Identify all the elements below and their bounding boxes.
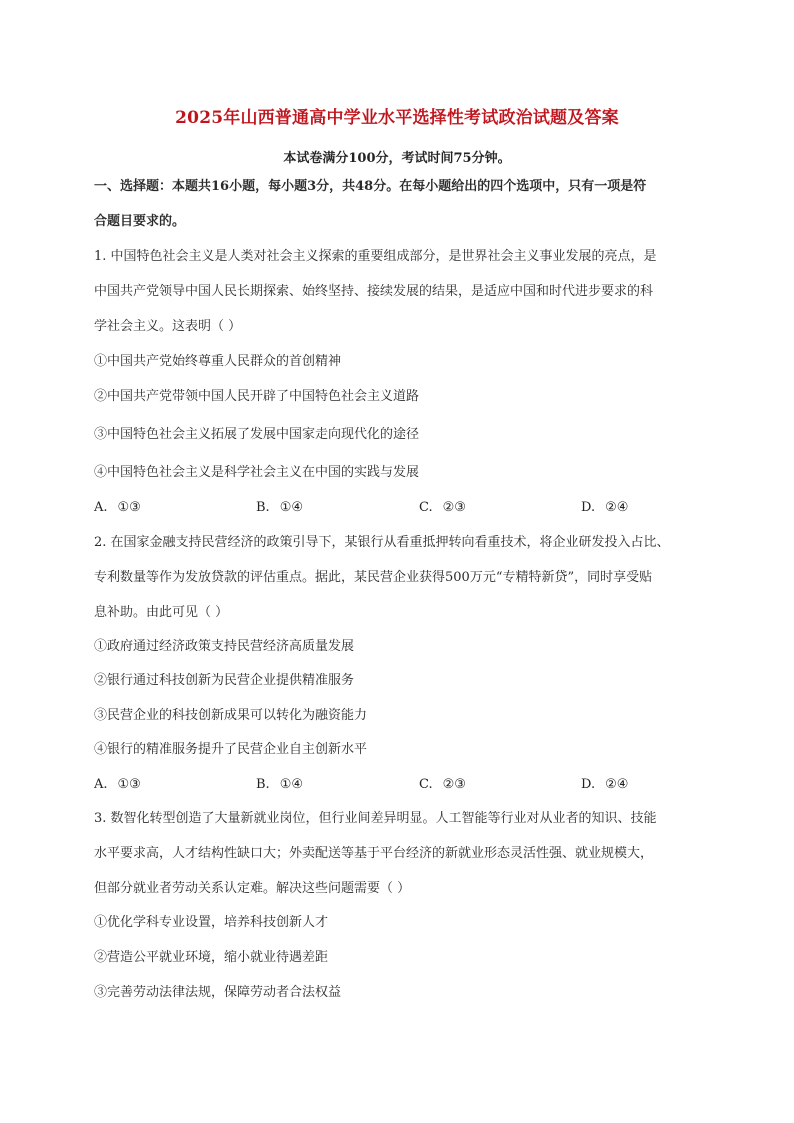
q2-stem-line: 息补助。由此可见（ ）: [94, 605, 229, 620]
section-heading-cont: 合题目要求的。: [94, 214, 186, 229]
q3-statement: ①优化学科专业设置，培养科技创新人才: [94, 915, 329, 930]
q2-options: [94, 776, 704, 794]
q2-option-b[interactable]: B. ①④: [256, 777, 303, 792]
q1-option-c[interactable]: C. ②③: [419, 500, 466, 515]
q1-options: [94, 499, 704, 517]
q2-option-c[interactable]: C. ②③: [419, 777, 466, 792]
exam-info: 本试卷满分100分，考试时间75分钟。: [283, 151, 511, 166]
q3-stem-line: 3. 数智化转型创造了大量新就业岗位，但行业间差异明显。人工智能等行业对从业者的知识、技能: [94, 811, 657, 826]
q2-statement: ②银行通过科技创新为民营企业提供精准服务: [94, 673, 355, 688]
q2-stem-line: 2. 在国家金融支持民营经济的政策引导下，某银行从看重抵押转向看重技术，将企业研发投入占比、: [94, 535, 670, 550]
q1-statement: ④中国特色社会主义是科学社会主义在中国的实践与发展: [94, 465, 420, 480]
document-title: 2025年山西普通高中学业水平选择性考试政治试题及答案: [175, 108, 619, 128]
q1-stem-line: 1. 中国特色社会主义是人类对社会主义探索的重要组成部分，是世界社会主义事业发展的亮点，是: [94, 249, 657, 264]
q1-stem-line: 学社会主义。这表明（ ）: [94, 319, 242, 334]
q3-statement: ③完善劳动法律法规，保障劳动者合法权益: [94, 985, 342, 1000]
q3-stem-line: 但部分就业者劳动关系认定难。解决这些问题需要（ ）: [94, 881, 411, 896]
q1-statement: ②中国共产党带领中国人民开辟了中国特色社会主义道路: [94, 389, 420, 404]
q1-statement: ③中国特色社会主义拓展了发展中国家走向现代化的途径: [94, 427, 420, 442]
section-heading: 一、选择题：本题共16小题，每小题3分，共48分。在每小题给出的四个选项中，只有一项是符: [94, 179, 647, 194]
q2-option-d[interactable]: D. ②④: [581, 777, 629, 792]
q1-statement: ①中国共产党始终尊重人民群众的首创精神: [94, 354, 342, 369]
q3-stem-line: 水平要求高，人才结构性缺口大；外卖配送等基于平台经济的新就业形态灵活性强、就业规模大，: [94, 846, 654, 861]
q2-option-a[interactable]: A. ①③: [94, 777, 141, 792]
q1-option-a[interactable]: A. ①③: [94, 500, 141, 515]
q2-statement: ④银行的精准服务提升了民营企业自主创新水平: [94, 742, 368, 757]
q2-statement: ①政府通过经济政策支持民营经济高质量发展: [94, 639, 355, 654]
q2-statement: ③民营企业的科技创新成果可以转化为融资能力: [94, 708, 368, 723]
q1-stem-line: 中国共产党领导中国人民长期探索、始终坚持、接续发展的结果，是适应中国和时代进步要求的科: [94, 284, 654, 299]
q3-statement: ②营造公平就业环境，缩小就业待遇差距: [94, 950, 329, 965]
q2-stem-line: 专利数量等作为发放贷款的评估重点。据此，某民营企业获得500万元“专精特新贷”，同时享受贴: [94, 570, 653, 585]
q1-option-b[interactable]: B. ①④: [256, 500, 303, 515]
q1-option-d[interactable]: D. ②④: [581, 500, 629, 515]
